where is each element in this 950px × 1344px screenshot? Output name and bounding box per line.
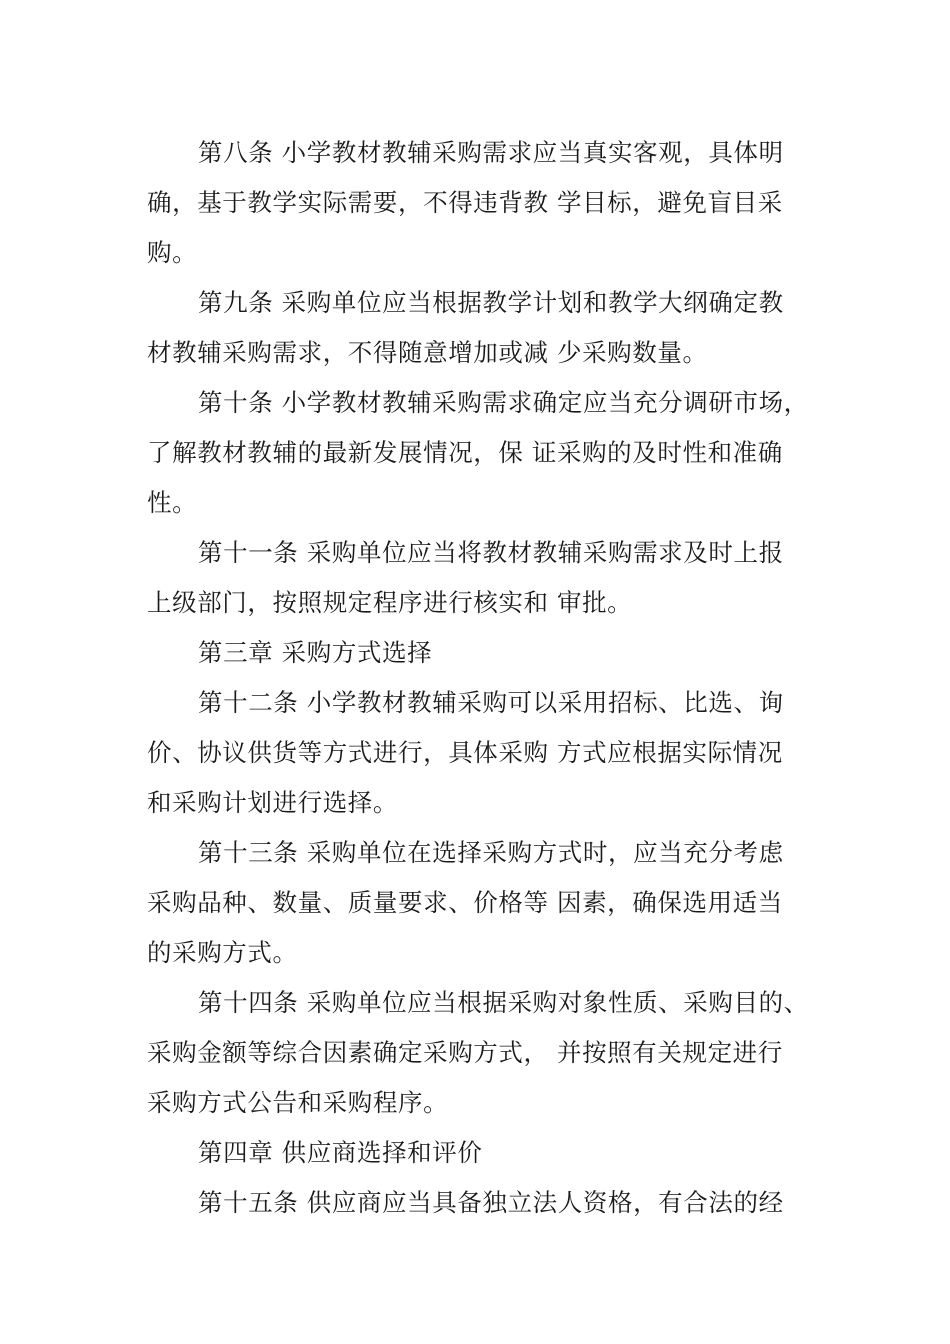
text-line: 性。 <box>147 488 198 517</box>
text-line: 第十五条 供应商应当具备独立法人资格，有合法的经 <box>198 1188 784 1217</box>
text-line: 价、协议供货等方式进行，具体采购 方式应根据实际情况 <box>147 738 783 767</box>
text-line: 上级部门，按照规定程序进行核实和 审批。 <box>147 588 633 617</box>
text-line: 和采购计划进行选择。 <box>147 788 398 817</box>
text-line: 采购品种、数量、质量要求、价格等 因素，确保选用适当 <box>147 888 783 917</box>
text-line: 第八条 小学教材教辅采购需求应当真实客观，具体明 <box>198 138 784 167</box>
document-body <box>147 128 837 1228</box>
chapter-heading: 第四章 供应商选择和评价 <box>198 1138 483 1167</box>
text-line: 第十四条 采购单位应当根据采购对象性质、采购目的、 <box>198 988 809 1017</box>
text-line: 第十条 小学教材教辅采购需求确定应当充分调研市场， <box>198 388 809 417</box>
text-line: 第十一条 采购单位应当将教材教辅采购需求及时上报 <box>198 538 784 567</box>
chapter-heading: 第三章 采购方式选择 <box>198 638 433 667</box>
text-line: 第十三条 采购单位在选择采购方式时，应当充分考虑 <box>198 838 784 867</box>
text-line: 第十二条 小学教材教辅采购可以采用招标、比选、询 <box>198 688 784 717</box>
text-line: 材教辅采购需求，不得随意增加或减 少采购数量。 <box>147 338 708 367</box>
text-line: 确，基于教学实际需要，不得违背教 学目标，避免盲目采 <box>147 188 783 217</box>
text-line: 了解教材教辅的最新发展情况，保 证采购的及时性和准确 <box>147 438 783 467</box>
text-line: 的采购方式。 <box>147 938 298 967</box>
text-line: 购。 <box>147 238 198 267</box>
text-line: 采购方式公告和采购程序。 <box>147 1088 449 1117</box>
text-line: 第九条 采购单位应当根据教学计划和教学大纲确定教 <box>198 288 784 317</box>
text-line: 采购金额等综合因素确定采购方式， 并按照有关规定进行 <box>147 1038 783 1067</box>
